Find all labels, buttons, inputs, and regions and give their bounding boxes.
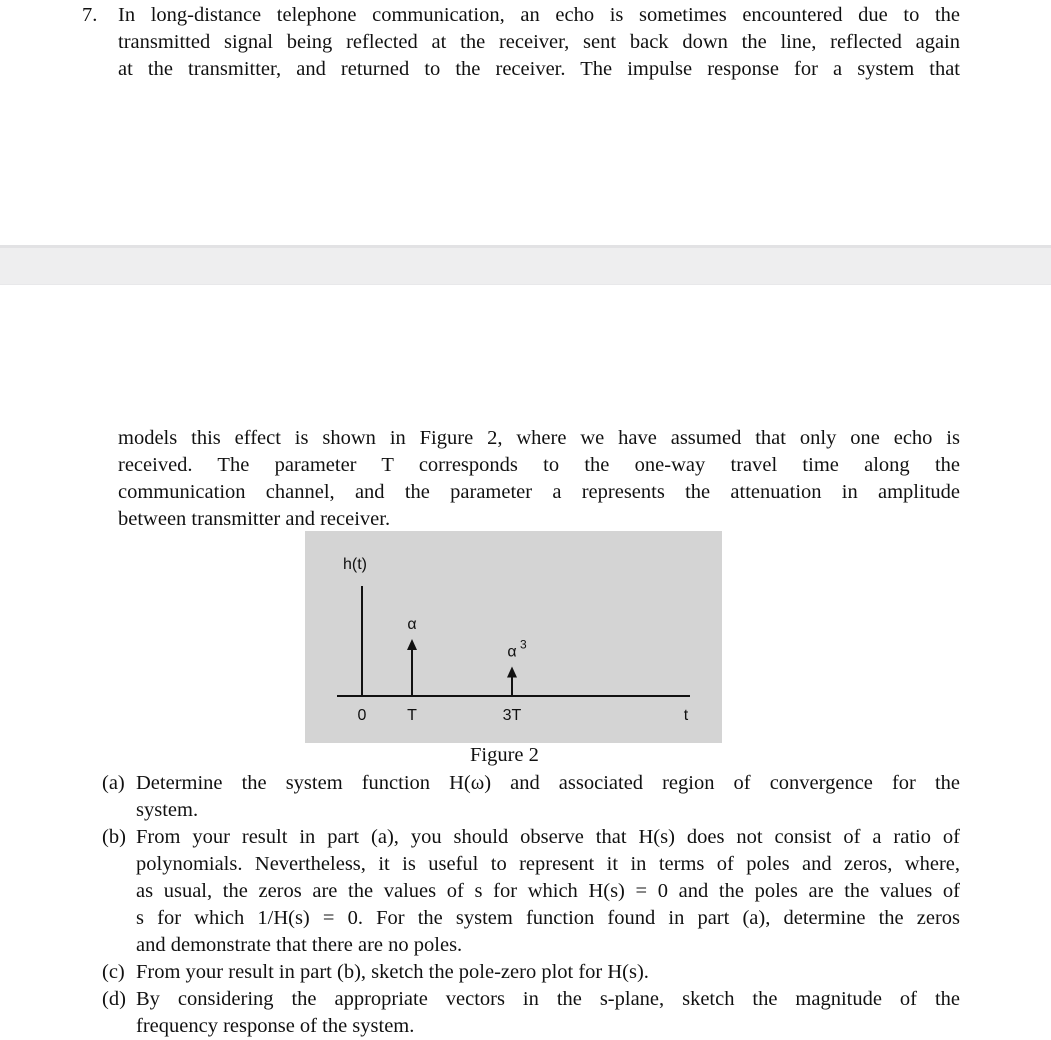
- part-label: (c): [102, 961, 125, 983]
- impulse-label-exponent: 3: [520, 637, 527, 652]
- part-line: system.: [136, 799, 199, 821]
- part-label: (b): [102, 826, 126, 848]
- intro-line: at the transmitter, and returned to the receiver. The impulse response for a system that: [118, 58, 960, 80]
- part-line: From your result in part (a), you should observe that H(s) does not consist of a ratio of: [136, 826, 960, 848]
- figure-caption: Figure 2: [470, 744, 539, 766]
- question-number: 7.: [82, 4, 98, 26]
- body-line: between transmitter and receiver.: [118, 508, 391, 530]
- impulse-response-figure: [305, 531, 722, 743]
- y-axis-label: h(t): [343, 556, 367, 573]
- part-label: (a): [102, 772, 125, 794]
- tick-label: 0: [357, 707, 367, 724]
- tick-label: T: [407, 707, 417, 724]
- part-line: Determine the system function H(ω) and associated region of convergence for the: [136, 772, 960, 794]
- part-line: frequency response of the system.: [136, 1015, 415, 1037]
- part-label: (d): [102, 988, 126, 1010]
- impulse-label-alpha: α: [407, 616, 417, 633]
- body-line: models this effect is shown in Figure 2, where we have assumed that only one echo is: [118, 427, 960, 449]
- intro-line: In long-distance telephone communication, an echo is sometimes encountered due to the: [118, 4, 960, 26]
- body-line: communication channel, and the parameter a represents the attenuation in amplitude: [118, 481, 960, 503]
- body-line: received. The parameter T corresponds to the one-way travel time along the: [118, 454, 960, 476]
- part-line: By considering the appropriate vectors in the s-plane, sketch the magnitude of the: [136, 988, 960, 1010]
- intro-line: transmitted signal being reflected at the receiver, sent back down the line, reflected again: [118, 31, 960, 53]
- part-line: s for which 1/H(s) = 0. For the system function found in part (a), determine the zeros: [136, 907, 960, 929]
- page-separator: [0, 245, 1051, 285]
- impulse-label-alpha-cubed: α: [507, 643, 517, 661]
- x-axis-label: t: [683, 707, 689, 724]
- tick-label: 3T: [502, 707, 522, 724]
- part-line: From your result in part (b), sketch the pole-zero plot for H(s).: [136, 961, 649, 983]
- part-line: polynomials. Nevertheless, it is useful to represent it in terms of poles and zeros, where,: [136, 853, 960, 875]
- part-line: and demonstrate that there are no poles.: [136, 934, 463, 956]
- part-line: as usual, the zeros are the values of s for which H(s) = 0 and the poles are the values of: [136, 880, 960, 902]
